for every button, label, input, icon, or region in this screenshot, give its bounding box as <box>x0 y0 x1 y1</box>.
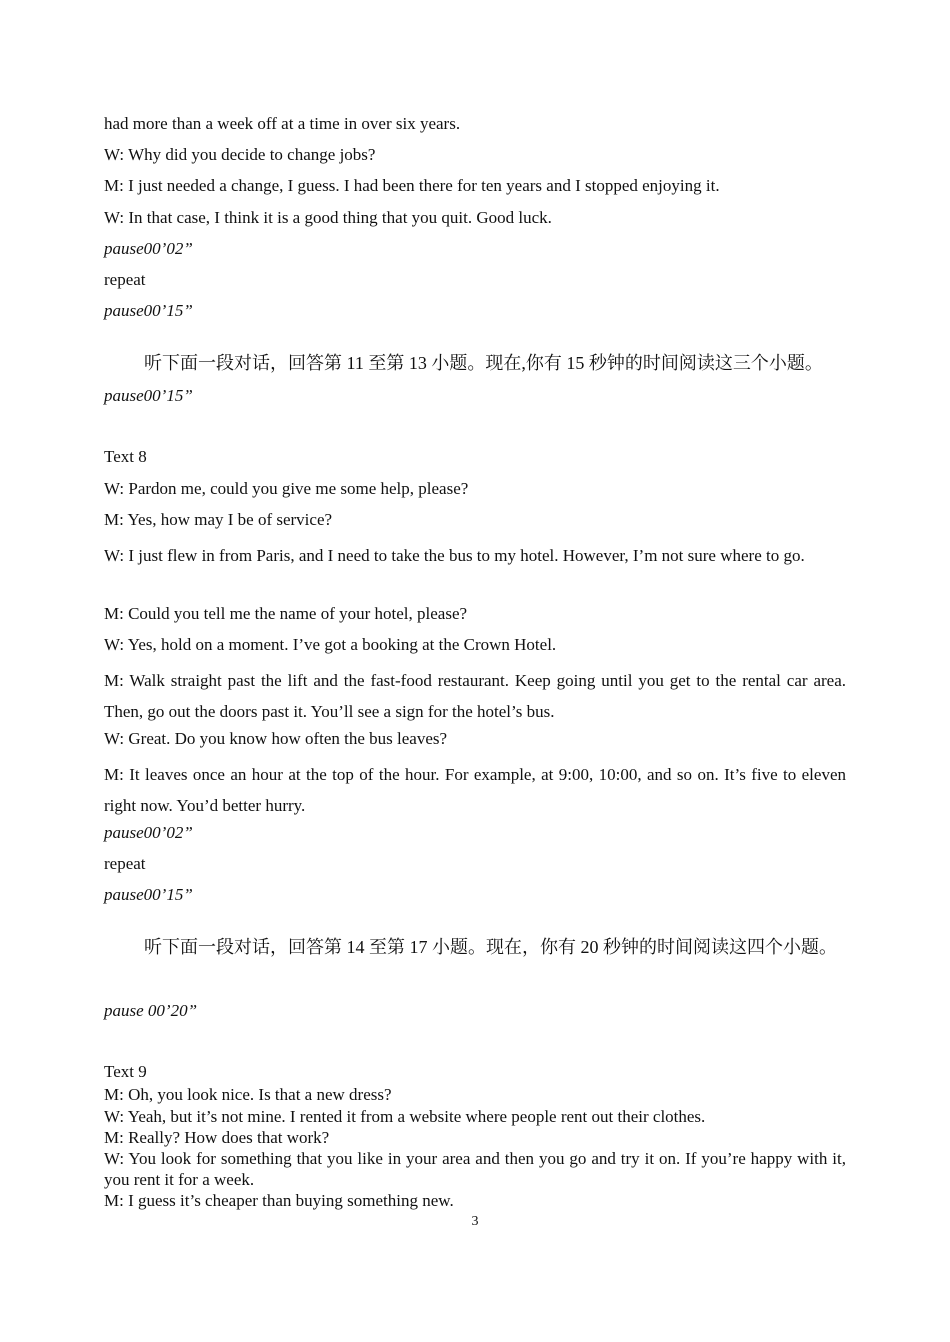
section-title: Text 9 <box>104 1062 147 1081</box>
dialogue-line: W: Yeah, but it’s not mine. I rented it from a website where people rent out their clothes. <box>104 1107 706 1126</box>
dialogue-line: M: I just needed a change, I guess. I had been there for ten years and I stopped enjoying it. <box>104 176 720 195</box>
dialogue-line: M: Oh, you look nice. Is that a new dress? <box>104 1085 392 1104</box>
dialogue-line: W: I just flew in from Paris, and I need to take the bus to my hotel. However, I’m not sure where to go. <box>104 546 805 565</box>
dialogue-line: W: You look for something that you like in your area and then you go and try it on. If you’re happy with it, you rent it for a week. <box>104 1149 846 1189</box>
dialogue-line: M: I guess it’s cheaper than buying something new. <box>104 1191 454 1210</box>
pause-marker: pause 00’20” <box>104 1001 198 1020</box>
dialogue-line: W: Why did you decide to change jobs? <box>104 145 376 164</box>
dialogue-line: W: Great. Do you know how often the bus leaves? <box>104 729 448 748</box>
instruction-text: 听下面一段对话，回答第 11 至第 13 小题。现在,你有 15 秒钟的时间阅读这三个小题。 <box>144 353 823 373</box>
pause-marker: pause00’15” <box>104 301 193 320</box>
page-number: 3 <box>471 1214 479 1229</box>
pause-marker: pause00’15” <box>104 386 193 405</box>
dialogue-line: had more than a week off at a time in over six years. <box>104 114 461 133</box>
dialogue-line: M: It leaves once an hour at the top of the hour. For example, at 9:00, 10:00, and so on. It’s five to eleven right now. You’d better hurry. <box>104 765 846 815</box>
pause-marker: pause00’15” <box>104 885 193 904</box>
dialogue-line: W: Yes, hold on a moment. I’ve got a booking at the Crown Hotel. <box>104 635 557 654</box>
instruction-text: 听下面一段对话，回答第 14 至第 17 小题。现在，你有 20 秒钟的时间阅读这四个小题。 <box>144 937 837 957</box>
repeat-marker: repeat <box>104 270 146 289</box>
section-title: Text 8 <box>104 447 147 466</box>
dialogue-line: M: Could you tell me the name of your hotel, please? <box>104 604 468 623</box>
pause-marker: pause00’02” <box>104 823 193 842</box>
dialogue-line: W: In that case, I think it is a good thing that you quit. Good luck. <box>104 208 552 227</box>
dialogue-line: M: Yes, how may I be of service? <box>104 510 333 529</box>
dialogue-line: M: Really? How does that work? <box>104 1128 330 1147</box>
repeat-marker: repeat <box>104 854 146 873</box>
dialogue-line: M: Walk straight past the lift and the fast-food restaurant. Keep going until you get to the rental car area. Then, go out the doors past it. You’ll see a sign for the hotel’s bus. <box>104 671 846 721</box>
pause-marker: pause00’02” <box>104 239 193 258</box>
dialogue-line: W: Pardon me, could you give me some help, please? <box>104 479 469 498</box>
